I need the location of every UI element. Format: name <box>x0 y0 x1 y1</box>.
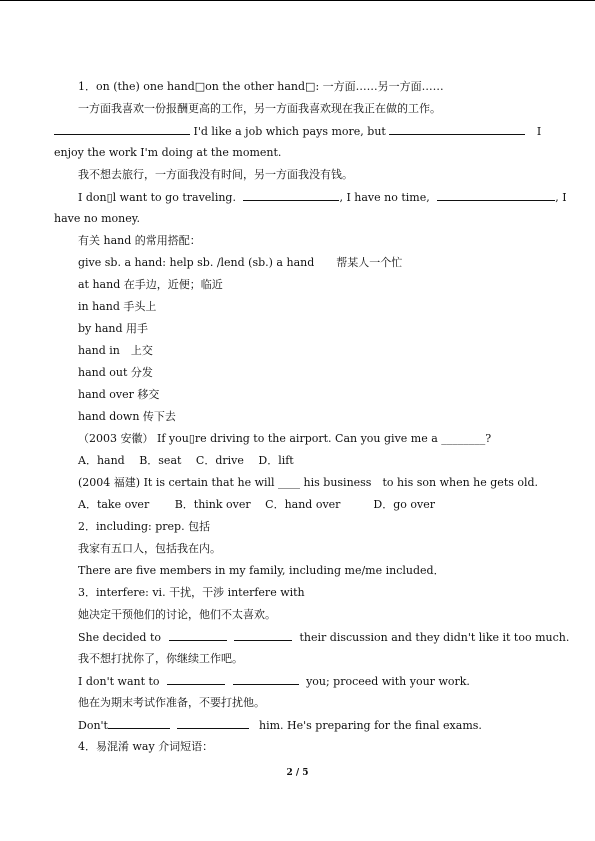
phrase-item: in hand 手头上 <box>78 300 157 313</box>
en-sentence: There are five members in my family, including me/me included． <box>78 564 445 577</box>
exam-question: (2004 福建) It is certain that he will ____ his business to his son when he gets old. <box>78 476 539 489</box>
item-3-heading: 3．interfere: vi. 干扰，干涉 interfere with <box>78 586 305 599</box>
fill-text: , I have no time, <box>339 191 430 204</box>
fill-text: , I <box>555 191 567 204</box>
cn-sentence: 我不想打扰你了，你继续工作吧。 <box>78 652 243 665</box>
fill-line <box>78 674 470 689</box>
fill-line <box>78 190 567 205</box>
phrase-item: hand down 传下去 <box>78 410 176 423</box>
header-rule <box>0 0 595 1</box>
answer-blank[interactable] <box>108 718 170 729</box>
phrase-item: give sb. a hand: help sb. /lend (sb.) a hand 帮某人一个忙 <box>78 256 403 269</box>
cn-sentence: 她决定干预他们的讨论，他们不太喜欢。 <box>78 608 276 621</box>
phrase-item: by hand 用手 <box>78 322 149 335</box>
answer-blank[interactable] <box>233 674 299 685</box>
en-sentence: have no money. <box>54 212 140 225</box>
answer-blank[interactable] <box>437 190 555 201</box>
answer-blank[interactable] <box>389 124 525 135</box>
fill-text: Don't <box>78 719 108 732</box>
item-2-heading: 2．including: prep. 包括 <box>78 520 211 533</box>
item-1-heading: 1．on (the) one hand□on the other hand□: 一方面……另一方面…… <box>78 80 444 93</box>
fill-text: their discussion and they didn't like it too much. <box>299 631 570 644</box>
fill-text: She decided to <box>78 631 161 644</box>
page-number: 2 / 5 <box>286 768 309 778</box>
exam-question: （2003 安徽） If you▯re driving to the airport. Can you give me a ________? <box>78 432 492 445</box>
en-sentence: enjoy the work I'm doing at the moment. <box>54 146 282 159</box>
fill-line <box>78 718 482 733</box>
cn-sentence: 他在为期末考试作准备，不要打扰他。 <box>78 696 265 709</box>
section-heading: 有关 hand 的常用搭配： <box>78 234 201 247</box>
phrase-item: at hand 在手边，近便；临近 <box>78 278 223 291</box>
fill-text: him. He's preparing for the final exams. <box>258 719 482 732</box>
fill-text: you; proceed with your work. <box>306 675 470 688</box>
cn-sentence: 我不想去旅行，一方面我没有时间，另一方面我没有钱。 <box>78 168 353 181</box>
fill-text: I don▯l want to go traveling. <box>78 191 236 204</box>
cn-sentence: 我家有五口人，包括我在内。 <box>78 542 221 555</box>
answer-blank[interactable] <box>177 718 249 729</box>
cn-sentence: 一方面我喜欢一份报酬更高的工作，另一方面我喜欢现在我正在做的工作。 <box>78 102 441 115</box>
fill-text: I'd like a job which pays more, but <box>193 125 386 138</box>
phrase-item: hand in 上交 <box>78 344 153 357</box>
answer-blank[interactable] <box>169 630 227 641</box>
phrase-item: hand over 移交 <box>78 388 160 401</box>
answer-blank[interactable] <box>243 190 339 201</box>
answer-blank[interactable] <box>54 124 190 135</box>
fill-text: I don't want to <box>78 675 160 688</box>
answer-options: A．hand B．seat C．drive D．lift <box>78 454 294 467</box>
fill-line <box>54 124 541 139</box>
answer-blank[interactable] <box>167 674 225 685</box>
answer-blank[interactable] <box>234 630 292 641</box>
answer-options: A．take over B．think over C．hand over D．go over <box>78 498 436 511</box>
item-4-heading: 4．易混淆 way 介词短语： <box>78 740 214 753</box>
phrase-item: hand out 分发 <box>78 366 153 379</box>
fill-text: I <box>536 125 542 138</box>
fill-line <box>78 630 569 645</box>
